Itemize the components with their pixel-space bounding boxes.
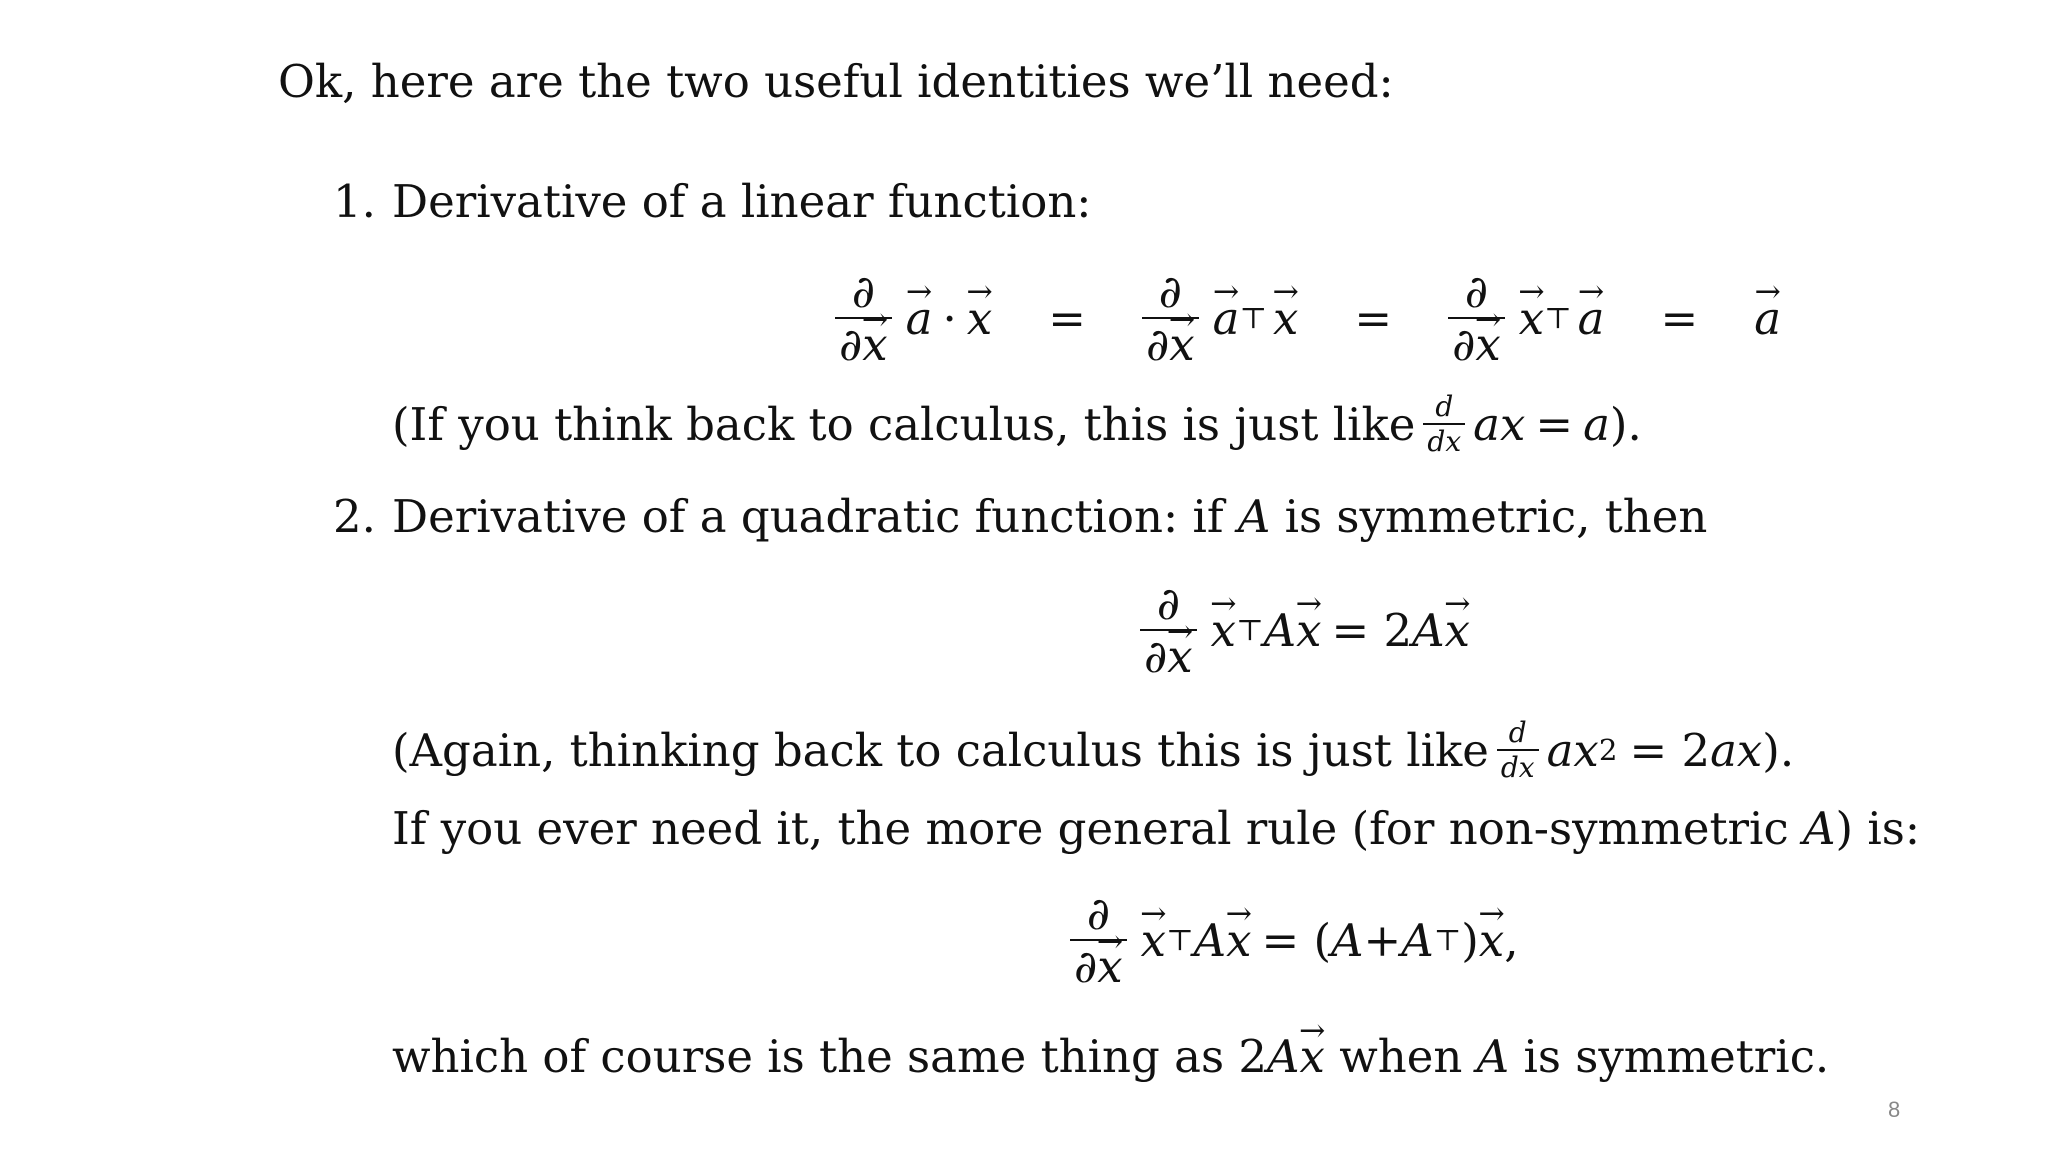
partial-fraction-3: $\frac{\partial}{\partial x}$ → (1448, 268, 1505, 369)
item-1-calculus-note: (If you think back to calculus, this is just like $\frac{d}{dx}$ ax = a ). (392, 390, 1642, 459)
equals-sign: = (1354, 291, 1393, 345)
vector-a: a → (906, 292, 933, 345)
partial-fraction-5: $\frac{\partial}{\partial x}$ → (1070, 890, 1127, 991)
final-remark-text: which of course is the same thing as 2Ax → when A is symmetric. (392, 1030, 1829, 1083)
vector-x: x → (967, 292, 992, 345)
item-2-number: 2. (333, 490, 376, 543)
item-1-number: 1. (333, 175, 376, 228)
equals-sign: = (1660, 291, 1699, 345)
page-number: 8 (1888, 1097, 1901, 1122)
vector-a-transposed: a → (1213, 292, 1240, 345)
linear-derivative-equation: $\frac{\partial}{\partial x}$ → a → · x → = $\frac{\partial}{\partial x}$ → a → ⊤ x → = $\frac{\partial}{\partial x}$ → x → ⊤ a → = a → (835, 268, 1781, 369)
item-2-calculus-note: (Again, thinking back to calculus this is just like $\frac{d}{dx}$ ax 2 = 2 ax ). (392, 716, 1795, 785)
d-dx-fraction: $\frac{d}{dx}$ (1423, 392, 1465, 457)
partial-fraction-2: $\frac{\partial}{\partial x}$ → (1142, 268, 1199, 369)
general-rule-text: If you ever need it, the more general rule (for non-symmetric A) is: (392, 802, 1920, 855)
intro-text: Ok, here are the two useful identities we’ll need: (278, 55, 1394, 108)
partial-fraction-4: $\frac{\partial}{\partial x}$ → (1140, 580, 1197, 681)
vector-x-transposed: x → (1519, 292, 1544, 345)
vector-x: x → (1273, 292, 1298, 345)
item-2-heading: Derivative of a quadratic function: if A is symmetric, then (392, 490, 1708, 543)
quadratic-derivative-equation: $\frac{\partial}{\partial x}$ → x → ⊤ A x → = 2 A x → (1140, 580, 1470, 681)
vector-a-result: a → (1754, 292, 1781, 345)
dot-operator: · (942, 291, 957, 345)
partial-fraction-1: $\frac{\partial}{\partial x}$ → (835, 268, 892, 369)
d-dx-fraction: $\frac{d}{dx}$ (1497, 718, 1539, 783)
equals-sign: = (1048, 291, 1086, 345)
general-derivative-equation: $\frac{\partial}{\partial x}$ → x → ⊤ A x → = ( A + A ⊤ ) x → , (1070, 890, 1519, 991)
vector-a: a → (1578, 292, 1605, 345)
item-1-heading: Derivative of a linear function: (392, 175, 1092, 228)
